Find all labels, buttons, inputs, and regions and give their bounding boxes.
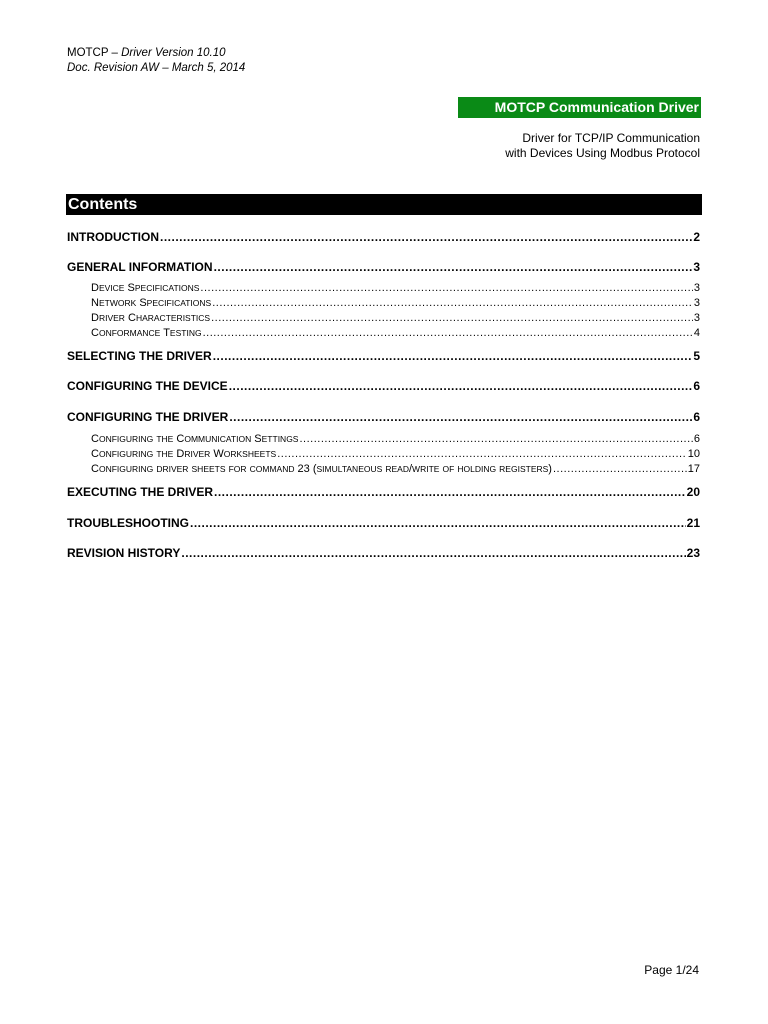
toc-entry-page: 3 [693,312,700,324]
toc-entry-label: CONFORMANCE TESTING [91,327,202,339]
toc-entry-label: CONFIGURING THE DRIVER WORKSHEETS [91,448,277,460]
toc-entry[interactable] [67,229,700,245]
toc-entry[interactable] [67,259,700,275]
toc-entry-page: 20 [686,485,700,499]
toc-leader-dots [200,281,692,296]
toc-entry[interactable] [67,484,700,500]
toc-entry-label: GENERAL INFORMATION [67,260,213,274]
document-header [67,46,245,76]
toc-subentry[interactable] [91,462,700,477]
toc-entry-label: CONFIGURING THE COMMUNICATION SETTINGS [91,433,299,445]
subtitle-line-1: Driver for TCP/IP Communication [522,131,700,145]
toc-leader-dots [214,259,693,275]
toc-entry-page: 17 [687,463,700,475]
toc-entry-page: 3 [693,260,700,274]
doc-revision-line: Doc. Revision AW – March 5, 2014 [67,62,246,74]
toc-leader-dots [181,545,685,561]
toc-subentry[interactable] [91,326,700,341]
toc-entry-label: EXECUTING THE DRIVER [67,485,214,499]
toc-leader-dots [229,378,693,394]
document-title-banner: MOTCP Communication Driver [458,97,701,118]
toc-entry-page: 3 [693,297,700,309]
toc-leader-dots [553,462,687,477]
toc-entry-label: REVISION HISTORY [67,546,181,560]
toc-entry[interactable] [67,348,700,364]
toc-entry-label: CONFIGURING DRIVER SHEETS FOR COMMAND 23 (SIMULTANEOUS READ/WRITE OF HOLDING REGISTERS) [91,463,552,475]
toc-entry[interactable] [67,545,700,561]
toc-entry-page: 10 [687,448,700,460]
toc-entry-page: 23 [686,546,700,560]
toc-entry-page: 5 [693,349,700,363]
toc-entry-page: 2 [693,230,700,244]
toc-leader-dots [213,348,693,364]
document-subtitle [505,131,700,161]
toc-entry-page: 6 [693,379,700,393]
toc-leader-dots [277,447,687,462]
toc-entry-page: 6 [693,433,700,445]
toc-entry[interactable] [67,378,700,394]
toc-leader-dots [212,296,693,311]
toc-subentry[interactable] [91,311,700,326]
toc-leader-dots [299,432,692,447]
toc-entry[interactable] [67,515,700,531]
toc-entry-page: 6 [693,410,700,424]
toc-subentry[interactable] [91,296,700,311]
toc-leader-dots [190,515,686,531]
toc-entry-label: SELECTING THE DRIVER [67,349,212,363]
toc-leader-dots [160,229,692,245]
toc-leader-dots [203,326,693,341]
toc-entry-page: 3 [693,282,700,294]
toc-entry-page: 4 [693,327,700,339]
page-number: Page 1/24 [644,963,699,977]
toc-subentry[interactable] [91,447,700,462]
toc-entry-label: TROUBLESHOOTING [67,516,189,530]
toc-subentry[interactable] [91,432,700,447]
toc-leader-dots [229,409,692,425]
toc-entry-label: CONFIGURING THE DRIVER [67,410,229,424]
toc-entry-label: CONFIGURING THE DEVICE [67,379,228,393]
toc-leader-dots [214,484,686,500]
toc-entry-label: NETWORK SPECIFICATIONS [91,297,212,309]
toc-entry[interactable] [67,409,700,425]
toc-entry-label: INTRODUCTION [67,230,159,244]
toc-entry-label: DEVICE SPECIFICATIONS [91,282,200,294]
driver-version-line: MOTCP – Driver Version 10.10 [67,47,226,59]
toc-leader-dots [211,311,693,326]
contents-heading: Contents [66,194,702,215]
toc-entry-label: DRIVER CHARACTERISTICS [91,312,211,324]
toc-subentry[interactable] [91,281,700,296]
toc-entry-page: 21 [686,516,700,530]
subtitle-line-2: with Devices Using Modbus Protocol [505,146,700,160]
